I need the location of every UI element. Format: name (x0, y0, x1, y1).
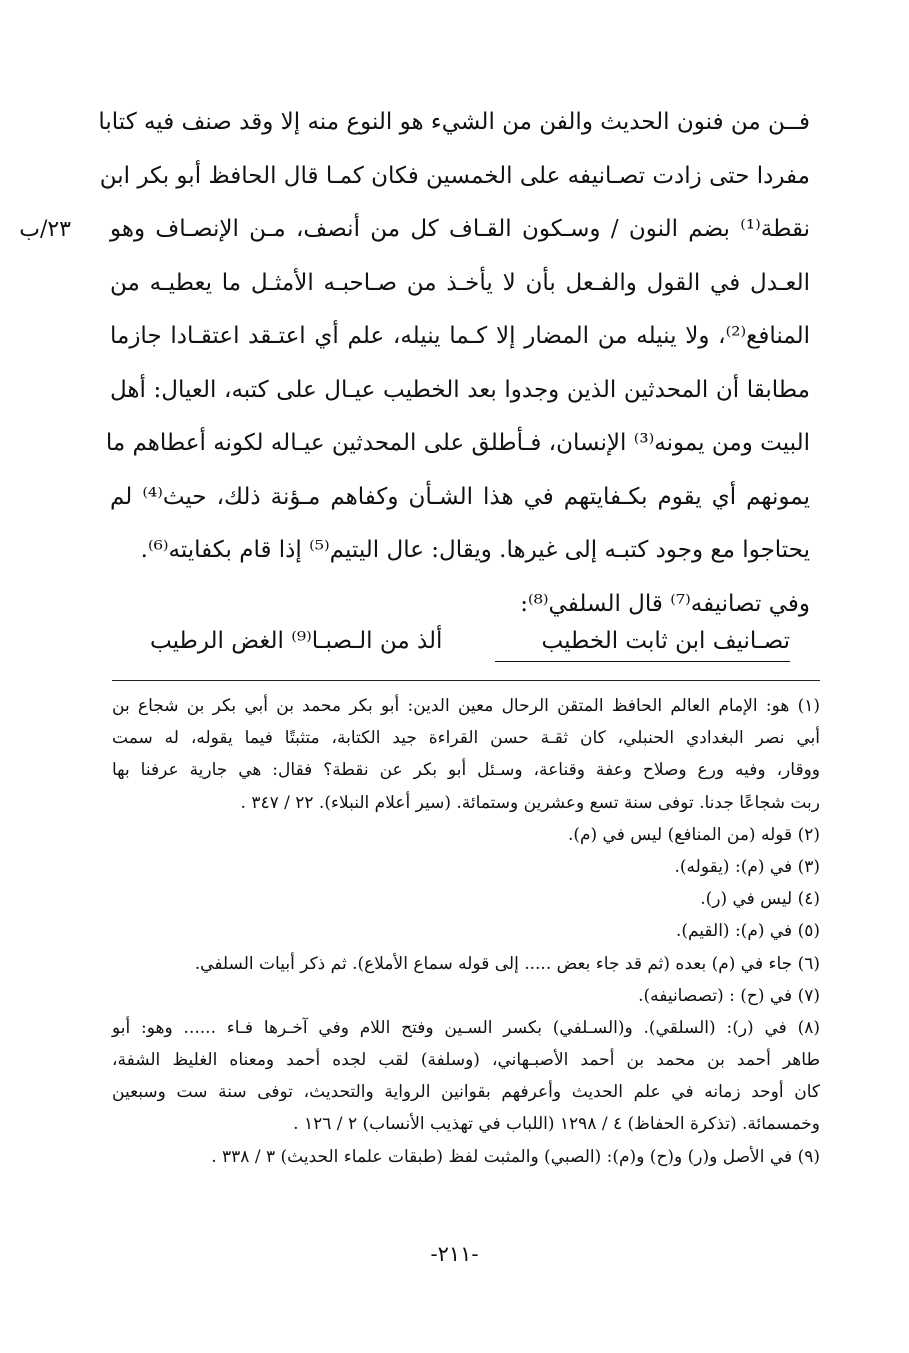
footnotes-block (112, 690, 820, 1173)
footnote-line: (٧) في (ح) : (تصصانيفه). (638, 985, 820, 1006)
footnote-line: أبي نصر البغدادي الحنبلي، كان ثقـة حسن القراءة جيد الكتابة، متثبتًا فيما يقوله، له سمت (112, 728, 820, 749)
main-text-line: يحتاجوا مع وجود كتبـه إلى غيرها. ويقال: عال اليتيم⁽⁵⁾ إذا قام بكفايته⁽⁶⁾. (140, 537, 810, 563)
verse-second-hemistich: ألذ من الـصبـا⁽⁹⁾ الغض الرطيب (150, 628, 443, 654)
page-number: -٢١١- (430, 1242, 479, 1266)
footnote-line: (٤) ليس في (ر). (700, 889, 820, 910)
footnote-line: ووقار، وفيه ورع وصلاح وعفة وقناعة، وسـئل أبو بكر عن نقطة؟ فقال: هي جارية عرفنا بها (112, 760, 820, 781)
main-text-line: المنافع⁽²⁾، ولا ينيله من المضار إلا كـما ينيله، علم أي اعتـقد اعتقـادا جازما (110, 323, 810, 349)
footnote-line: (٣) في (م): (يقوله). (674, 856, 820, 877)
main-text-line: يمونهم أي يقوم بكـفايتهم في هذا الشـأن وكفاهم مـؤنة ذلك، حيث⁽⁴⁾ لم (110, 483, 810, 510)
verse-underline (495, 661, 790, 662)
footnote-line: (٨) في (ر): (السلقي). و(السـلفي) بكسر السـين وفتح اللام وفي آخـرها فـاء ...... وهو: أبو (112, 1017, 820, 1038)
main-text-line: نقطة⁽¹⁾ بضم النون / وسـكون القـاف كل من أنصف، مـن الإنصـاف وهو (110, 216, 810, 242)
footnote-line: كان أوحد زمانه في علم الحديث وأعرفهم بقوانين الرواية والتحديث، توفى سنة ست وسبعين (112, 1082, 821, 1103)
folio-margin-note: ٢٣/ب (19, 217, 71, 242)
main-text-line: البيت ومن يمونه⁽³⁾ الإنسان، فـأطلق على المحدثين عيـاله لكونه أعطاهم ما (105, 430, 810, 456)
footnote-line: (١) هو: الإمام العالم الحافظ المتقن الرحال معين الدين: أبو بكر محمد بن أبي بكر بن شجاع بن (112, 696, 820, 716)
main-text-line: فــن من فنون الحديث والفن من الشيء هو النوع منه إلا وقد صنف فيه كتابا (98, 109, 810, 135)
footnote-line: (٥) في (م): (القيم). (675, 921, 820, 942)
footnote-line: ربت شجاعًا جدنا. توفى سنة تسع وعشرين وستمائة. (سير أعلام النبلاء). ٢٢ / ٣٤٧ . (240, 792, 820, 813)
verse-first-hemistich: تصـانيف ابن ثابت الخطيب (541, 628, 790, 654)
main-text-line: مفردا حتى زادت تصـانيفه على الخمسين فكان كمـا قال الحافظ أبو بكر ابن (99, 162, 810, 189)
main-text-line: وفي تصانيفه⁽⁷⁾ قال السلفي⁽⁸⁾: (520, 590, 810, 617)
footnote-line: وخمسمائة. (تذكرة الحفاظ) ٤ / ١٢٩٨ (اللباب في تهذيب الأنساب) ٢ / ١٢٦ . (293, 1114, 820, 1135)
main-text-block (98, 96, 810, 631)
footnote-line: (٦) جاء في (م) بعده (ثم قد جاء بعض ..... إلى قوله سماع الأملاع). ثم ذكر أبيات السلفي. (194, 953, 820, 974)
main-text-line: العـدل في القول والفـعل بأن لا يأخـذ من صـاحبـه الأمثـل ما يعطيـه من (110, 269, 810, 296)
footnote-line: (٩) في الأصل و(ر) و(ح) و(م): (الصبي) والمثبت لفظ (طبقات علماء الحديث) ٣ / ٣٣٨ . (211, 1146, 820, 1167)
footnote-line: طاهر أحمد بن محمد بن أحمد الأصبـهاني، (وسلفة) لقب لجده أحمد ومعناه الغليظ الشفة، (112, 1050, 820, 1071)
main-text-line: مطابقا أن المحدثين الذين وجدوا بعد الخطيب عيـال على كتبه، العيال: أهل (110, 376, 810, 403)
footnote-divider (112, 680, 820, 681)
footnote-line: (٢) قوله (من المنافع) ليس في (م). (567, 824, 820, 845)
